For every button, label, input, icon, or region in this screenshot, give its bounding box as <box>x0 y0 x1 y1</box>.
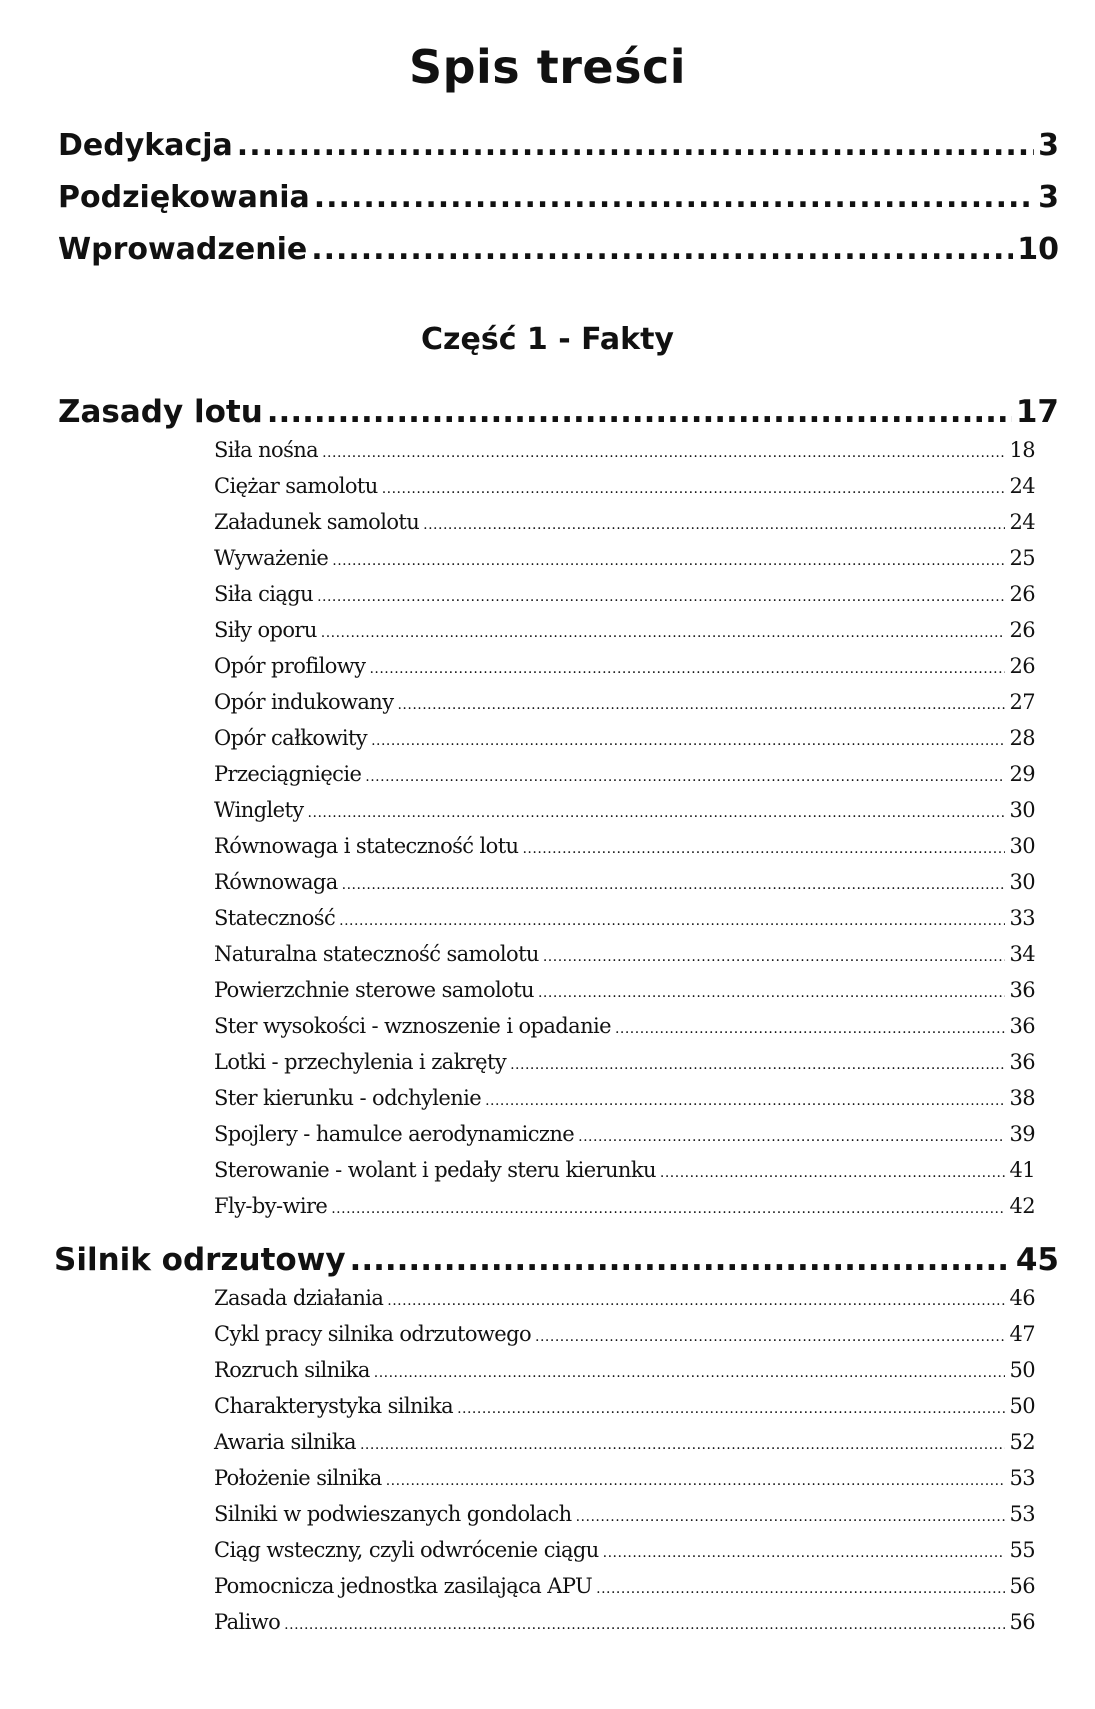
toc-sub-page: 42 <box>1009 1194 1035 1218</box>
toc-sub-page: 18 <box>1009 438 1035 462</box>
dot-leader <box>538 985 1006 1001</box>
toc-sub-label: Siła ciągu <box>214 582 314 606</box>
toc-entry-dedykacja <box>58 128 1059 168</box>
toc-sub-label: Równowaga i stateczność lotu <box>214 834 519 858</box>
dot-leader <box>603 1545 1006 1561</box>
toc-sub-page: 56 <box>1009 1574 1035 1598</box>
dot-leader <box>543 949 1006 965</box>
toc-sub-page: 33 <box>1009 906 1035 930</box>
toc-sub-entry <box>214 1502 1035 1532</box>
dot-leader <box>339 913 1005 929</box>
toc-sub-entry <box>214 1610 1035 1640</box>
toc-sub-entry <box>214 546 1035 576</box>
dot-leader <box>308 805 1006 821</box>
toc-sub-entry <box>214 1122 1035 1152</box>
toc-sub-label: Stateczność <box>214 906 336 930</box>
toc-sub-label: Wyważenie <box>214 546 329 570</box>
toc-sub-entry <box>214 1158 1035 1188</box>
toc-sub-entry <box>214 834 1035 864</box>
toc-sub-entry <box>214 618 1035 648</box>
dot-leader <box>342 877 1006 893</box>
toc-sub-entry <box>214 1358 1035 1388</box>
toc-sub-page: 47 <box>1009 1322 1035 1346</box>
toc-sub-entry <box>214 978 1035 1008</box>
dot-leader <box>576 1509 1006 1525</box>
page-title: Spis treści <box>408 40 686 94</box>
dot-leader <box>284 1617 1005 1633</box>
toc-sub-page: 30 <box>1009 834 1035 858</box>
toc-sub-label: Ster wysokości - wznoszenie i opadanie <box>214 1014 611 1038</box>
toc-sub-page: 26 <box>1009 654 1035 678</box>
dot-leader <box>485 1093 1005 1109</box>
toc-sub-entry <box>214 1050 1035 1080</box>
dot-leader <box>369 661 1005 677</box>
toc-sub-page: 26 <box>1009 618 1035 642</box>
toc-sub-entry <box>214 1014 1035 1044</box>
toc-entry-label: Podziękowania <box>58 180 310 215</box>
toc-sub-label: Równowaga <box>214 870 338 894</box>
toc-sub-label: Ciąg wsteczny, czyli odwrócenie ciągu <box>214 1538 599 1562</box>
toc-sub-page: 56 <box>1009 1610 1035 1634</box>
toc-sub-label: Siła nośna <box>214 438 319 462</box>
toc-sub-page: 36 <box>1009 1014 1035 1038</box>
dot-leader <box>387 1293 1005 1309</box>
toc-sub-label: Fly-by-wire <box>214 1194 328 1218</box>
toc-sub-page: 52 <box>1009 1430 1035 1454</box>
dot-leader <box>522 841 1005 857</box>
toc-sub-entry <box>214 654 1035 684</box>
dot-leader <box>397 697 1005 713</box>
toc-sub-entry <box>214 798 1035 828</box>
toc-chapter-label: Silnik odrzutowy <box>54 1242 346 1278</box>
toc-sub-page: 24 <box>1009 510 1035 534</box>
toc-sub-page: 24 <box>1009 474 1035 498</box>
dot-leader <box>267 394 1012 430</box>
dot-leader <box>596 1581 1005 1597</box>
dot-leader <box>535 1329 1005 1345</box>
dot-leader <box>317 589 1005 605</box>
toc-sub-label: Paliwo <box>214 1610 281 1634</box>
toc-chapter-silnik-odrzutowy <box>54 1242 1059 1282</box>
toc-sub-label: Winglety <box>214 798 304 822</box>
dot-leader <box>350 1242 1012 1278</box>
toc-sub-label: Lotki - przechylenia i zakręty <box>214 1050 507 1074</box>
toc-chapter-label: Zasady lotu <box>58 394 263 430</box>
dot-leader <box>578 1129 1005 1145</box>
toc-sub-page: 30 <box>1009 798 1035 822</box>
dot-leader <box>660 1165 1006 1181</box>
toc-chapter-page: 17 <box>1015 394 1059 430</box>
dot-leader <box>360 1437 1006 1453</box>
toc-entry-wprowadzenie <box>58 232 1059 272</box>
toc-sub-page: 39 <box>1009 1122 1035 1146</box>
toc-chapter-page: 45 <box>1015 1242 1059 1278</box>
toc-sub-entry <box>214 1286 1035 1316</box>
toc-sub-label: Naturalna stateczność samolotu <box>214 942 539 966</box>
toc-sub-label: Siły oporu <box>214 618 317 642</box>
toc-sub-entry <box>214 762 1035 792</box>
toc-sub-label: Rozruch silnika <box>214 1358 370 1382</box>
toc-sub-label: Spojlery - hamulce aerodynamiczne <box>214 1122 575 1146</box>
toc-sub-page: 36 <box>1009 1050 1035 1074</box>
toc-sub-entry <box>214 438 1035 468</box>
toc-sub-label: Opór indukowany <box>214 690 394 714</box>
toc-sub-page: 28 <box>1009 726 1035 750</box>
toc-sub-label: Awaria silnika <box>214 1430 356 1454</box>
toc-entry-page: 10 <box>1017 232 1059 267</box>
toc-sub-page: 46 <box>1009 1286 1035 1310</box>
dot-leader <box>332 553 1005 569</box>
toc-sub-page: 26 <box>1009 582 1035 606</box>
toc-sub-label: Położenie silnika <box>214 1466 382 1490</box>
toc-sub-label: Sterowanie - wolant i pedały steru kierunku <box>214 1158 656 1182</box>
toc-entry-label: Wprowadzenie <box>58 232 308 267</box>
toc-sub-entry <box>214 1466 1035 1496</box>
toc-sub-entry <box>214 1086 1035 1116</box>
toc-sub-entry <box>214 870 1035 900</box>
toc-sub-page: 55 <box>1009 1538 1035 1562</box>
toc-sub-page: 27 <box>1009 690 1035 714</box>
toc-sub-label: Opór profilowy <box>214 654 366 678</box>
dot-leader <box>371 733 1005 749</box>
dot-leader <box>365 769 1005 785</box>
toc-sub-entry <box>214 1538 1035 1568</box>
dot-leader <box>321 625 1006 641</box>
toc-sub-entry <box>214 1574 1035 1604</box>
toc-sub-label: Zasada działania <box>214 1286 384 1310</box>
toc-sub-page: 29 <box>1009 762 1035 786</box>
toc-sub-page: 50 <box>1009 1358 1035 1382</box>
toc-sub-label: Załadunek samolotu <box>214 510 420 534</box>
toc-sub-entry <box>214 906 1035 936</box>
toc-sub-label: Cykl pracy silnika odrzutowego <box>214 1322 532 1346</box>
toc-sub-page: 53 <box>1009 1466 1035 1490</box>
toc-sub-page: 30 <box>1009 870 1035 894</box>
dot-leader <box>311 232 1013 267</box>
dot-leader <box>322 445 1005 461</box>
toc-sub-entry <box>214 1430 1035 1460</box>
dot-leader <box>314 180 1034 215</box>
toc-sub-entry <box>214 1322 1035 1352</box>
toc-chapter-zasady-lotu <box>58 394 1059 434</box>
toc-sub-label: Charakterystyka silnika <box>214 1394 454 1418</box>
toc-entry-page: 3 <box>1038 180 1059 215</box>
toc-sub-entry <box>214 1194 1035 1224</box>
dot-leader <box>331 1201 1005 1217</box>
toc-sub-entry <box>214 690 1035 720</box>
toc-sub-page: 34 <box>1009 942 1035 966</box>
toc-sub-page: 41 <box>1009 1158 1035 1182</box>
toc-sub-page: 25 <box>1009 546 1035 570</box>
dot-leader <box>374 1365 1006 1381</box>
toc-sub-label: Przeciągnięcie <box>214 762 362 786</box>
dot-leader <box>615 1021 1006 1037</box>
toc-sub-page: 53 <box>1009 1502 1035 1526</box>
toc-entry-page: 3 <box>1038 128 1059 163</box>
dot-leader <box>457 1401 1005 1417</box>
toc-sub-page: 38 <box>1009 1086 1035 1110</box>
toc-sub-label: Ciężar samolotu <box>214 474 378 498</box>
toc-sub-page: 36 <box>1009 978 1035 1002</box>
toc-sub-label: Powierzchnie sterowe samolotu <box>214 978 534 1002</box>
toc-sub-entry <box>214 582 1035 612</box>
dot-leader <box>237 128 1034 163</box>
toc-entry-podziekowania <box>58 180 1059 220</box>
toc-sub-label: Opór całkowity <box>214 726 368 750</box>
toc-sub-entry <box>214 510 1035 540</box>
toc-entry-label: Dedykacja <box>58 128 233 163</box>
dot-leader <box>382 481 1006 497</box>
toc-sub-label: Silniki w podwieszanych gondolach <box>214 1502 572 1526</box>
toc-sub-label: Pomocnicza jednostka zasilająca APU <box>214 1574 593 1598</box>
toc-sub-entry <box>214 726 1035 756</box>
toc-sub-label: Ster kierunku - odchylenie <box>214 1086 482 1110</box>
toc-sub-entry <box>214 474 1035 504</box>
dot-leader <box>423 517 1005 533</box>
toc-sub-entry <box>214 1394 1035 1424</box>
toc-sub-entry <box>214 942 1035 972</box>
toc-sub-page: 50 <box>1009 1394 1035 1418</box>
part-heading: Część 1 - Fakty <box>421 322 674 357</box>
dot-leader <box>510 1057 1005 1073</box>
dot-leader <box>386 1473 1006 1489</box>
